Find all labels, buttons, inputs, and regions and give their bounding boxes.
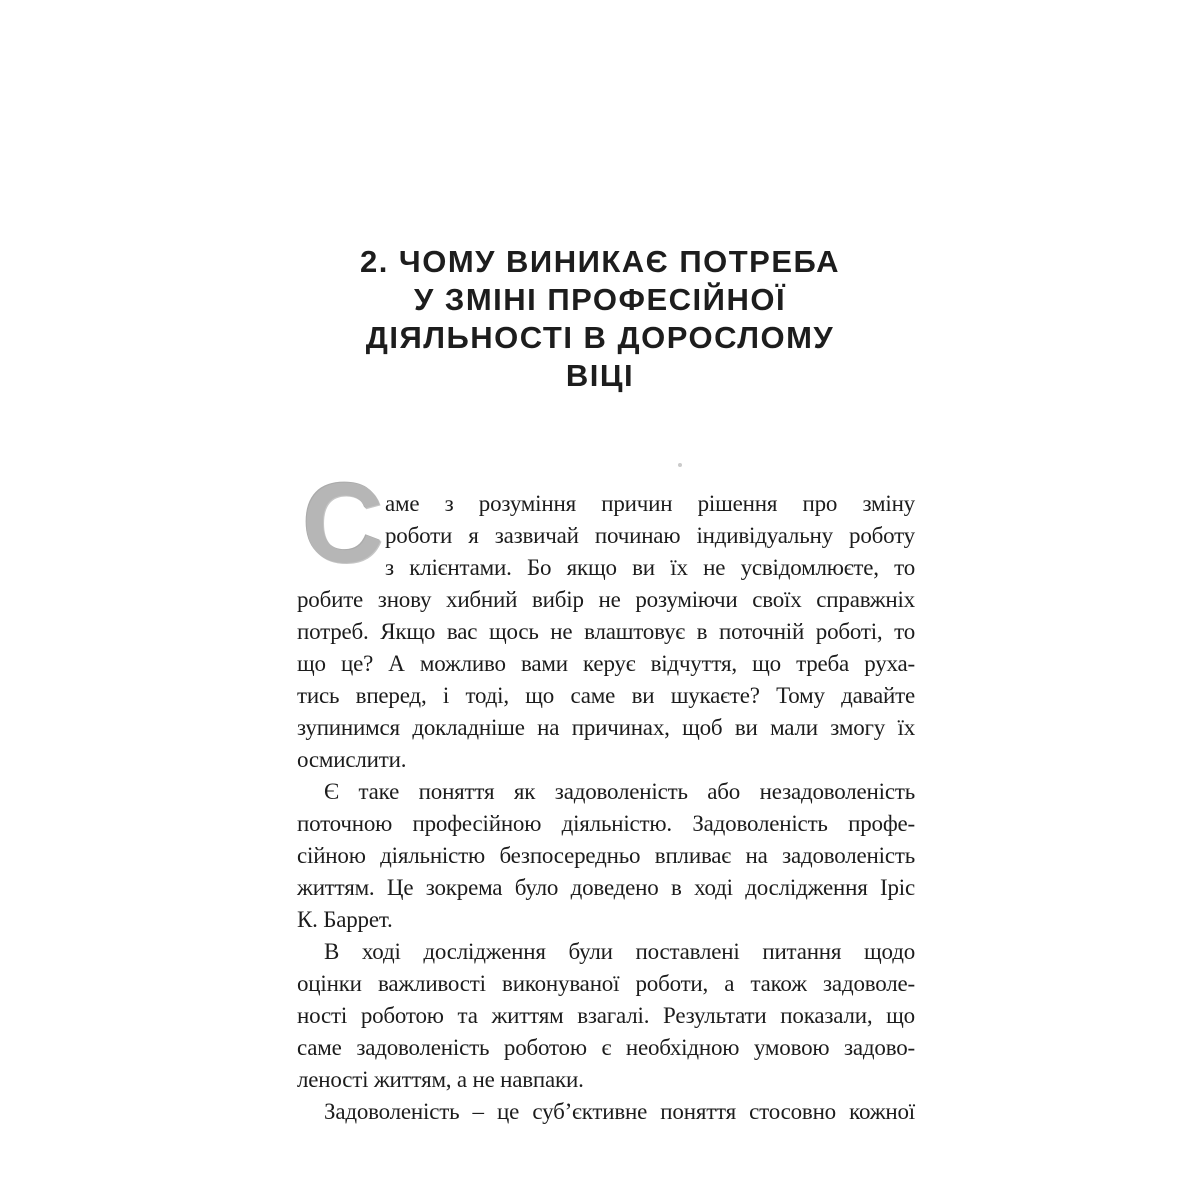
chapter-title-line: ВІЦІ [565,358,635,393]
chapter-title [0,243,1200,395]
scan-artifact-dot [678,463,682,467]
paragraph-3 [297,936,915,1096]
paragraph-4 [297,1096,915,1128]
text-line: аме з розуміння причин рішення про зміну [385,491,915,516]
text-line: Є таке поняття як задоволеність або незадоволеність [324,779,915,804]
text-line: потреб. Якщо вас щось не влаштовує в поточній роботі, то [297,619,915,644]
drop-cap-letter: С [302,460,384,586]
text-line: оцінки важливості виконуваної роботи, а також задоволе- [297,971,915,996]
text-line: сійною діяльністю безпосередньо впливає на задоволеність [297,843,915,868]
chapter-title-line: У ЗМІНІ ПРОФЕСІЙНОЇ [414,282,786,317]
text-line: тись вперед, і тоді, що саме ви шукаєте? Тому давайте [297,683,915,708]
chapter-title-line: 2. ЧОМУ ВИНИКАЄ ПОТРЕБА [359,244,841,279]
text-line: осмислити. [297,747,407,772]
chapter-title-line: ДІЯЛЬНОСТІ В ДОРОСЛОМУ [365,320,835,355]
paragraph-2 [297,776,915,936]
text-line: леності життям, а не навпаки. [297,1067,584,1092]
text-line: життям. Це зокрема було доведено в ході дослідження Іріс [297,875,915,900]
text-line: з клієнтами. Бо якщо ви їх не усвідомлюєте, то [385,555,915,580]
text-line: поточною професійною діяльністю. Задоволеність профе- [297,811,915,836]
text-line: ності роботою та життям взагалі. Результати показали, що [297,1003,915,1028]
text-line: зупинимся докладніше на причинах, щоб ви мали змогу їх [297,715,915,740]
text-line: К. Баррет. [297,907,393,932]
paragraph-1 [297,488,915,776]
text-line: робите знову хибний вибір не розуміючи своїх справжніх [297,587,915,612]
text-line: роботи я зазвичай починаю індивідуальну роботу [385,523,915,548]
text-line: що це? А можливо вами керує відчуття, що треба руха- [297,651,915,676]
text-line: саме задоволеність роботою є необхідною умовою задово- [297,1035,915,1060]
text-line: Задоволеність – це суб’єктивне поняття стосовно кожної [324,1099,915,1124]
text-line: В ході дослідження були поставлені питання щодо [324,939,915,964]
body-text-column [297,460,915,1128]
